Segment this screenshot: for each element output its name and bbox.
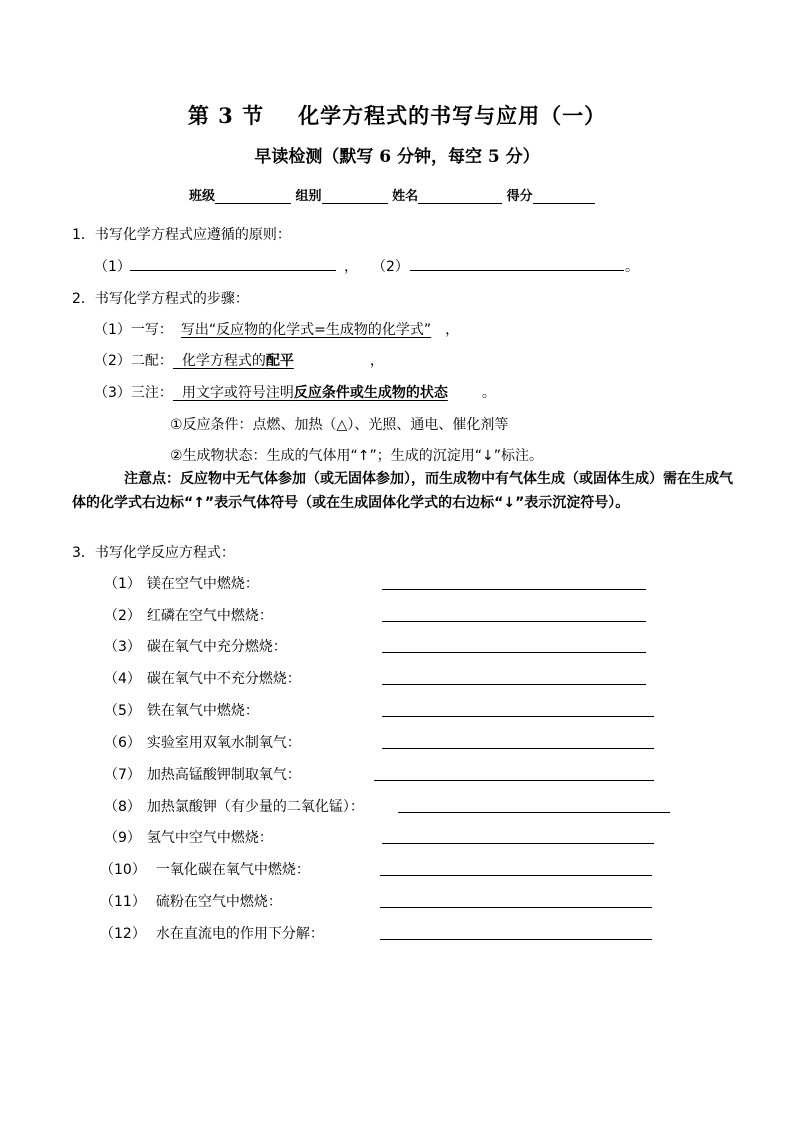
equation-item [104,605,273,625]
question-1-text: 1．书写化学方程式应遵循的原则： [72,227,291,243]
note-text: 反应物中无气体参加（或无固体参加），而生成物中有气体生成（或固体生成）需在生成气体的化学式右边标“↑”表示气体符号（或在生成固体化学式的右边标“↓”表示沉淀符号）。 [72,471,733,511]
equation-number: （5） [104,703,141,719]
equation-answer-line[interactable] [374,780,654,781]
class-field[interactable] [189,185,291,204]
step-1-end: ， [445,322,460,338]
section-number: 第 3 节 [187,103,265,128]
equation-item [100,923,324,943]
group-blank[interactable] [322,189,388,204]
equation-answer-line[interactable] [380,907,652,908]
equation-number: （9） [104,830,141,846]
group-field[interactable] [296,185,388,204]
equation-answer-line[interactable] [380,939,652,940]
equation-answer-line[interactable] [382,843,654,844]
equation-item [100,891,282,911]
step-1 [94,319,459,339]
question-2-text: 2．书写化学方程式的步骤： [72,291,249,307]
q1-separator: ， [344,259,358,275]
equation-label: 实验室用双氧水制氧气： [146,735,301,751]
class-label: 班级 [189,189,216,204]
step-3-answer-a: 用文字或符号注明 [181,385,294,401]
equation-item [104,700,259,720]
name-label: 姓名 [392,189,419,204]
equation-number: （12） [100,926,146,942]
equation-label: 镁在空气中燃烧： [146,576,259,592]
equation-item [104,573,259,593]
equation-answer-line[interactable] [382,716,654,717]
equation-item [104,668,301,688]
equation-answer-line[interactable] [382,589,646,590]
step-3-label: （3）三注： [94,385,173,401]
equation-label: 碳在氧气中充分燃烧： [146,639,287,655]
equation-label: 氢气中空气中燃烧： [146,830,273,846]
equation-label: 加热氯酸钾（有少量的二氧化锰）： [146,799,364,815]
equation-item [104,732,301,752]
equation-answer-line[interactable] [382,652,646,653]
step-3-answer-b: 反应条件或生成物的状态 [293,385,448,401]
equation-label: 加热高锰酸钾制取氧气： [146,767,301,783]
equation-answer-line[interactable] [398,812,670,813]
equation-answer-line[interactable] [382,748,654,749]
equation-item [104,764,301,784]
equation-label: 碳在氧气中不充分燃烧： [146,671,301,687]
equation-item [104,636,287,656]
reaction-conditions: ①反应条件：点燃、加热（△）、光照、通电、催化剂等 [170,417,509,433]
equation-label: 铁在氧气中燃烧： [146,703,259,719]
step-1-answer: 写出“反应物的化学式=生成物的化学式” [180,322,432,338]
q1-blank-1-label: （1） [94,259,131,275]
equation-number: （1） [104,576,141,592]
step-3 [94,382,496,402]
step-2 [94,350,384,370]
equation-item [104,796,364,816]
equation-label: 红磷在空气中燃烧： [146,608,273,624]
q1-blank-2-label: （2） [372,259,409,275]
score-blank[interactable] [533,189,595,204]
equation-answer-line[interactable] [382,684,646,685]
equation-answer-line[interactable] [380,875,652,876]
equation-number: （4） [104,671,141,687]
page-title [0,100,794,130]
equation-number: （6） [104,735,141,751]
equation-label: 一氧化碳在氧气中燃烧： [155,862,310,878]
equation-label: 水在直流电的作用下分解： [155,926,324,942]
step-3-end: 。 [481,385,496,401]
note-paragraph [72,467,740,515]
equation-number: （11） [100,894,146,910]
name-field[interactable] [392,185,502,204]
group-label: 组别 [295,189,322,204]
equation-number: （2） [104,608,141,624]
step-2-answer-b: 配平 [265,353,294,369]
equation-number: （10） [100,862,146,878]
question-3-text: 3．书写化学反应方程式： [72,545,235,561]
name-blank[interactable] [418,189,502,204]
equation-number: （7） [104,767,141,783]
equation-label: 硫粉在空气中燃烧： [155,894,282,910]
equation-answer-line[interactable] [382,621,646,622]
q1-blank-2[interactable] [410,270,624,271]
step-2-end: ， [369,353,384,369]
score-field[interactable] [507,185,595,204]
student-info-fields [189,185,595,204]
q1-blank-1[interactable] [130,270,336,271]
q1-end: 。 [625,259,639,275]
class-blank[interactable] [215,189,291,204]
step-2-label: （2）二配： [94,353,173,369]
equation-item [104,827,273,847]
section-title: 化学方程式的书写与应用（一） [298,103,607,128]
equation-number: （8） [104,799,141,815]
equation-number: （3） [104,639,141,655]
step-2-answer-a: 化学方程式的 [181,353,266,369]
product-states: ②生成物状态：生成的气体用“↑”；生成的沉淀用“↓”标注。 [170,448,544,464]
equation-item [100,859,310,879]
step-1-label: （1）一写： [94,322,173,338]
note-prefix: 注意点： [124,471,180,487]
page-subtitle: 早读检测（默写 6 分钟，每空 5 分） [254,147,540,167]
score-label: 得分 [506,189,533,204]
